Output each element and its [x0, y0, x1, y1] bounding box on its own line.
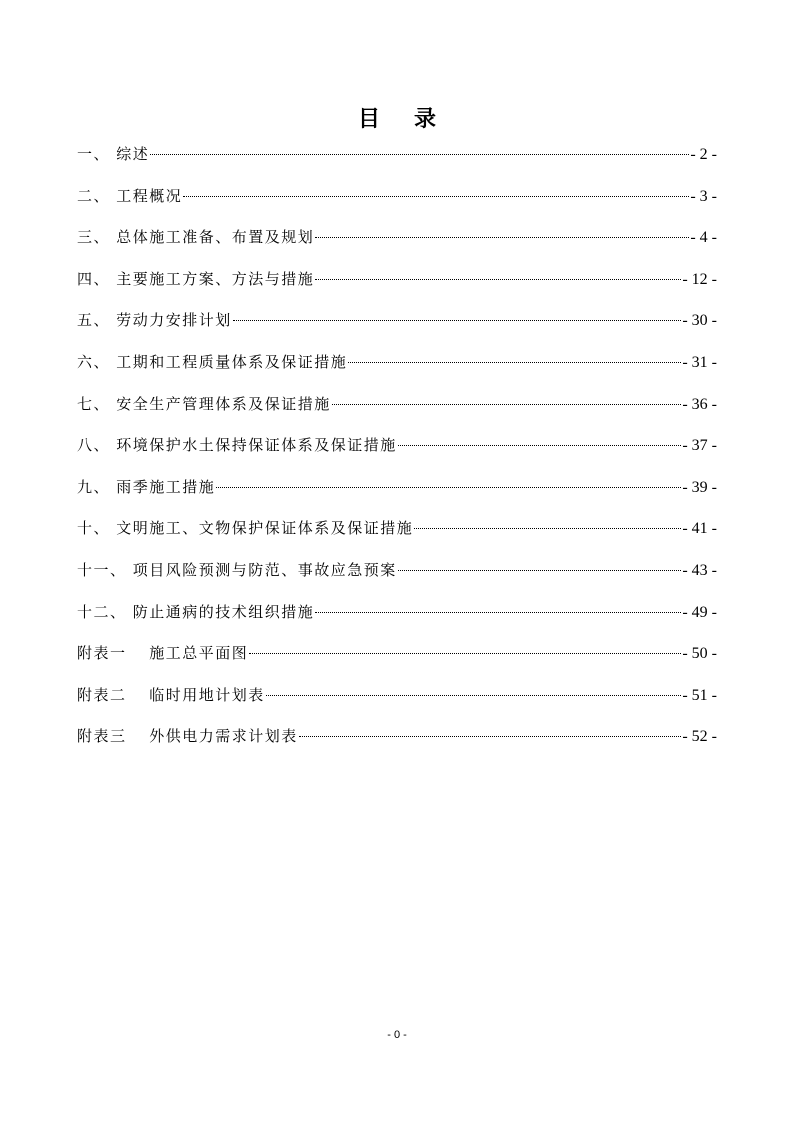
- toc-dot-leader: [183, 196, 689, 197]
- toc-entry-label: 四、 主要施工方案、方法与措施: [77, 269, 315, 288]
- toc-entry-label: 一、 综述: [77, 145, 150, 163]
- toc-entry-1[interactable]: [77, 140, 717, 182]
- page-number-footer: - 0 -: [387, 1029, 407, 1041]
- toc-entry-page: - 31 -: [682, 353, 717, 371]
- toc-entry-label: 附表二 临时用地计划表: [77, 685, 265, 704]
- toc-entry-label: 十、 文明施工、文物保护保证体系及保证措施: [77, 519, 414, 538]
- toc-entry-5[interactable]: [77, 306, 717, 348]
- toc-dot-leader: [249, 653, 681, 654]
- toc-entry-13[interactable]: [77, 639, 717, 681]
- toc-entry-page: - 43 -: [682, 561, 717, 579]
- toc-entry-label: 附表三 外供电力需求计划表: [77, 727, 298, 746]
- toc-entry-page: - 3 -: [690, 187, 717, 205]
- toc-dot-leader: [332, 404, 682, 405]
- toc-entry-8[interactable]: [77, 431, 717, 473]
- toc-entry-page: - 12 -: [682, 270, 717, 288]
- toc-entry-page: - 39 -: [682, 478, 717, 496]
- toc-entry-15[interactable]: [77, 722, 717, 764]
- toc-entry-page: - 2 -: [690, 146, 717, 163]
- toc-dot-leader: [233, 320, 682, 321]
- toc-entry-page: - 51 -: [682, 686, 717, 704]
- toc-entry-label: 十一、 项目风险预测与防范、事故应急预案: [77, 560, 397, 579]
- toc-entry-2[interactable]: [77, 182, 717, 224]
- toc-entry-page: - 49 -: [682, 603, 717, 621]
- toc-dot-leader: [348, 362, 681, 363]
- toc-dot-leader: [315, 237, 689, 238]
- toc-entry-label: 二、 工程概况: [77, 186, 183, 205]
- toc-entry-4[interactable]: [77, 265, 717, 307]
- toc-dot-leader: [266, 695, 682, 696]
- toc-entry-page: - 4 -: [690, 229, 717, 247]
- page-title: 目录: [357, 106, 470, 132]
- toc-entry-6[interactable]: [77, 348, 717, 390]
- toc-entry-page: - 37 -: [682, 437, 717, 455]
- toc-entry-label: 六、 工期和工程质量体系及保证措施: [77, 352, 348, 371]
- toc-dot-leader: [299, 736, 682, 737]
- toc-entry-page: - 41 -: [682, 520, 717, 538]
- toc-entry-3[interactable]: [77, 223, 717, 265]
- toc-entry-label: 附表一 施工总平面图: [77, 644, 249, 663]
- toc-entry-7[interactable]: [77, 390, 717, 432]
- toc-entry-9[interactable]: [77, 473, 717, 515]
- toc-entry-page: - 36 -: [682, 395, 717, 413]
- toc-entry-page: - 30 -: [682, 312, 717, 330]
- toc-entry-label: 八、 环境保护水土保持保证体系及保证措施: [77, 436, 397, 455]
- toc-entry-11[interactable]: [77, 556, 717, 598]
- table-of-contents: [77, 140, 717, 764]
- toc-entry-label: 九、 雨季施工措施: [77, 477, 216, 496]
- toc-dot-leader: [398, 445, 682, 446]
- toc-dot-leader: [414, 528, 681, 529]
- toc-entry-label: 七、 安全生产管理体系及保证措施: [77, 394, 331, 413]
- toc-dot-leader: [398, 570, 682, 571]
- toc-dot-leader: [216, 487, 681, 488]
- toc-dot-leader: [315, 612, 681, 613]
- toc-entry-14[interactable]: [77, 681, 717, 723]
- toc-entry-label: 十二、 防止通病的技术组织措施: [77, 602, 315, 621]
- toc-entry-label: 三、 总体施工准备、布置及规划: [77, 228, 315, 247]
- toc-dot-leader: [150, 154, 689, 155]
- toc-entry-12[interactable]: [77, 598, 717, 640]
- toc-entry-label: 五、 劳动力安排计划: [77, 311, 232, 330]
- toc-entry-10[interactable]: [77, 514, 717, 556]
- toc-dot-leader: [315, 279, 681, 280]
- toc-entry-page: - 52 -: [682, 728, 717, 746]
- toc-entry-page: - 50 -: [682, 645, 717, 663]
